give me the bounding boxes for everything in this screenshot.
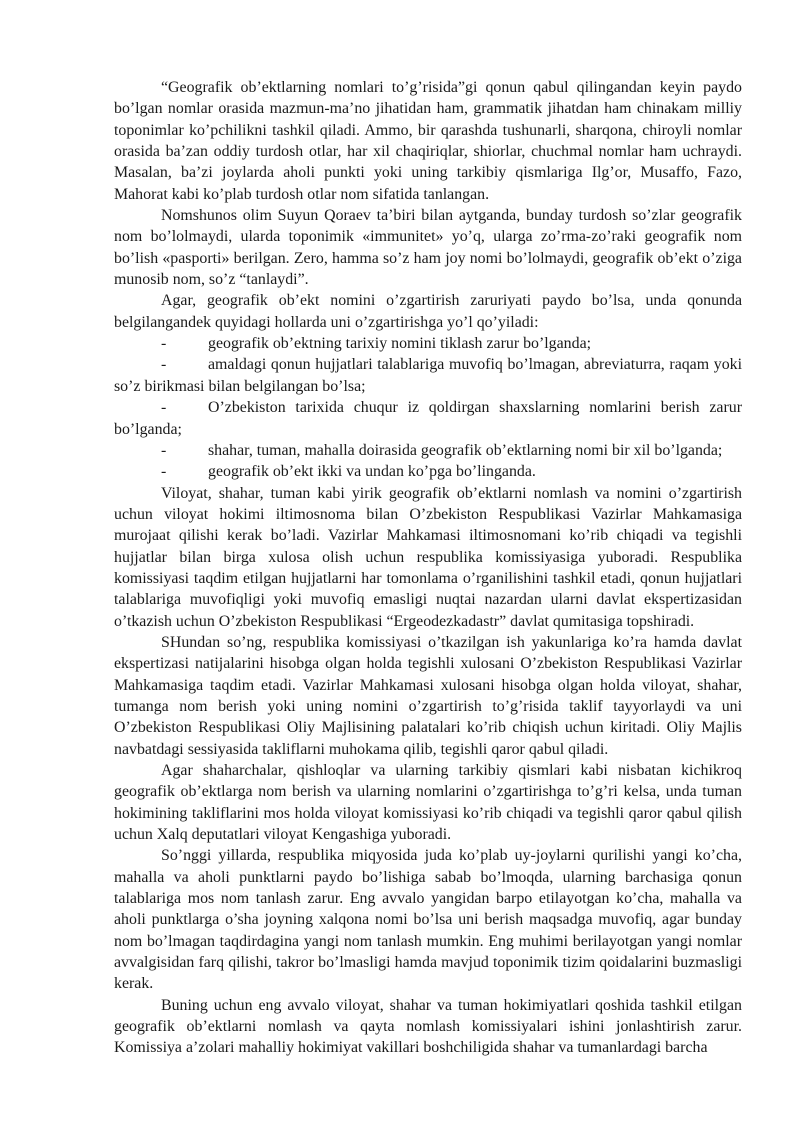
paragraph-qoraev-quote: Nomshunos olim Suyun Qoraev ta’biri bilan aytganda, bunday turdosh so’zlar geografik nom bo’lolmaydi, ularda toponimik «immunitet» yo’q, ularga zo’rma-zo’raki geografik nom bo’lish «pasporti» berilgan. Zero, hamma so’z ham joy nomi bo’lolmaydi, geografik ob’ekt o’ziga munosib nom, so’z “tanlaydi”. bbox=[114, 207, 742, 289]
list-item-text: amaldagi qonun hujjatlari talablariga muvofiq bo’lmagan, abreviaturra, raqam yoki so’z birikmasi bilan belgilangan bo’lsa; bbox=[114, 356, 742, 395]
list-item-text: O’zbekiston tarixida chuqur iz qoldirgan shaxslarning nomlarini berish zarur bo’lganda; bbox=[114, 399, 742, 438]
list-item-text: geografik ob’ekt ikki va undan ko’pga bo’linganda. bbox=[208, 463, 536, 481]
list-item bbox=[114, 440, 742, 461]
list-item-text: shahar, tuman, mahalla doirasida geografik ob’ektlarning nomi bir xil bo’lganda; bbox=[208, 441, 723, 459]
paragraph-law-names: “Geografik ob’ektlarning nomlari to’g’risida”gi qonun qabul qilingandan keyin paydo bo’lgan nomlar orasida mazmun-ma’no jihatidan ham, grammatik jihatdan ham chinakam milliy toponimlar ko’pchilikni tashkil qiladi. Ammo, bir qarashda tushunarli, sharqona, chiroyli nomlar orasida ba’zan oddiy turdosh otlar, har xil chaqiriqlar, shiorlar, chuchmal nomlar ham uchraydi. Masalan, ba’zi joylarda aholi punkti yoki uning tarkibiy qismlariga Ilg’or, Musaffo, Fazo, Mahorat kabi ko’plab turdosh otlar nom sifatida tanlangan. bbox=[114, 79, 742, 203]
paragraph-commissions-activation: Buning uchun eng avvalo viloyat, shahar va tuman hokimiyatlari qoshida tashkil etilgan geografik ob’ektlarni nomlash va qayta nomlash komissiyalari ishini jonlashtirish zarur. Komissiya a’zolari mahalliy hokimiyat vakillari boshchiligida shahar va tumanlardagi barcha bbox=[114, 996, 742, 1057]
list-dash: - bbox=[161, 356, 167, 374]
list-dash: - bbox=[161, 463, 167, 481]
paragraph-small-objects: Agar shaharchalar, qishloqlar va ularning tarkibiy qismlari kabi nisbatan kichikroq geografik ob’ektlarga nom berish va ularning nomlarini o’zgartirishga to’g’ri kelsa, unda tuman hokimining takliflarini mos holda viloyat komissiyasi ko’rib chiqadi va tegishli qaror qabul qilish uchun Xalq deputatlari viloyat Kengashiga yuboradi. bbox=[114, 762, 742, 844]
list-dash: - bbox=[161, 441, 167, 459]
list-dash: - bbox=[161, 335, 167, 353]
paragraph-large-objects: Viloyat, shahar, tuman kabi yirik geografik ob’ektlarni nomlash va nomini o’zgartirish uchun viloyat hokimi iltimosnoma bilan O’zbekiston Respublikasi Vazirlar Mahkamasiga murojaat qilishi kerak bo’ladi. Vazirlar Mahkamasi iltimosnomani ko’rib chiqadi va tegishli hujjatlar bilan birga xulosa olish uchun respublika komissiyasiga yuboradi. Respublika komissiyasi taqdim etilgan hujjatlarni har tomonlama o’rganilishini tashkil etadi, qonun hujjatlari talablariga muvofiqligi yoki muvofiq emasligi nuqtai nazardan ularni davlat ekspertizasidan o’tkazish uchun O’zbekiston Respublikasi “Ergeodezkadastr” davlat qumitasiga topshiradi. bbox=[114, 484, 742, 630]
list-item bbox=[114, 461, 742, 482]
paragraph-commission-review: SHundan so’ng, respublika komissiyasi o’tkazilgan ish yakunlariga ko’ra hamda davlat ekspertizasi natijalarini hisobga olgan holda tegishli xulosani O’zbekiston Respublikasi Vazirlar Mahkamasiga taqdim etadi. Vazirlar Mahkamasi xulosani hisobga olgan holda viloyat, shahar, tumanga nom berish yoki uning nomini o’zgartirish to’g’risida taklif tayyorlaydi va uni O’zbekiston Respublikasi Oliy Majlisining palatalari ko’rib chiqish uchun kiritadi. Oliy Majlis navbatdagi sessiyasida takliflarni muhokama qilib, tegishli qaror qabul qiladi. bbox=[114, 633, 742, 758]
paragraph-rename-conditions: Agar, geografik ob’ekt nomini o’zgartirish zaruriyati paydo bo’lsa, unda qonunda belgilangandek quyidagi hollarda uni o’zgartirishga yo’l qo’yiladi: bbox=[114, 292, 742, 331]
list-item-text: geografik ob’ektning tarixiy nomini tiklash zarur bo’lganda; bbox=[208, 335, 592, 353]
list-item bbox=[114, 397, 742, 440]
list-item bbox=[114, 333, 742, 354]
list-dash: - bbox=[161, 399, 167, 417]
list-item bbox=[114, 354, 742, 397]
paragraph-recent-years: So’nggi yillarda, respublika miqyosida juda ko’plab uy-joylarni qurilishi yangi ko’cha, mahalla va aholi punktlarni paydo bo’lishiga sabab bo’lmoqda, ularning barchasiga qonun talablariga mos nom tanlash zarur. Eng avvalo yangidan barpo etilayotgan ko’cha, mahalla va aholi punktlarga o’sha joyning xalqona nomi bo’lsa uni berish maqsadga muvofiq, agar bunday nom bo’lmagan taqdirdagina yangi nom tanlash mumkin. Eng muhimi berilayotgan yangi nomlar avvalgisidan farq qilishi, takror bo’lmasligi hamda mavjud toponimik tizim qoidalarini buzmasligi kerak. bbox=[114, 847, 742, 993]
